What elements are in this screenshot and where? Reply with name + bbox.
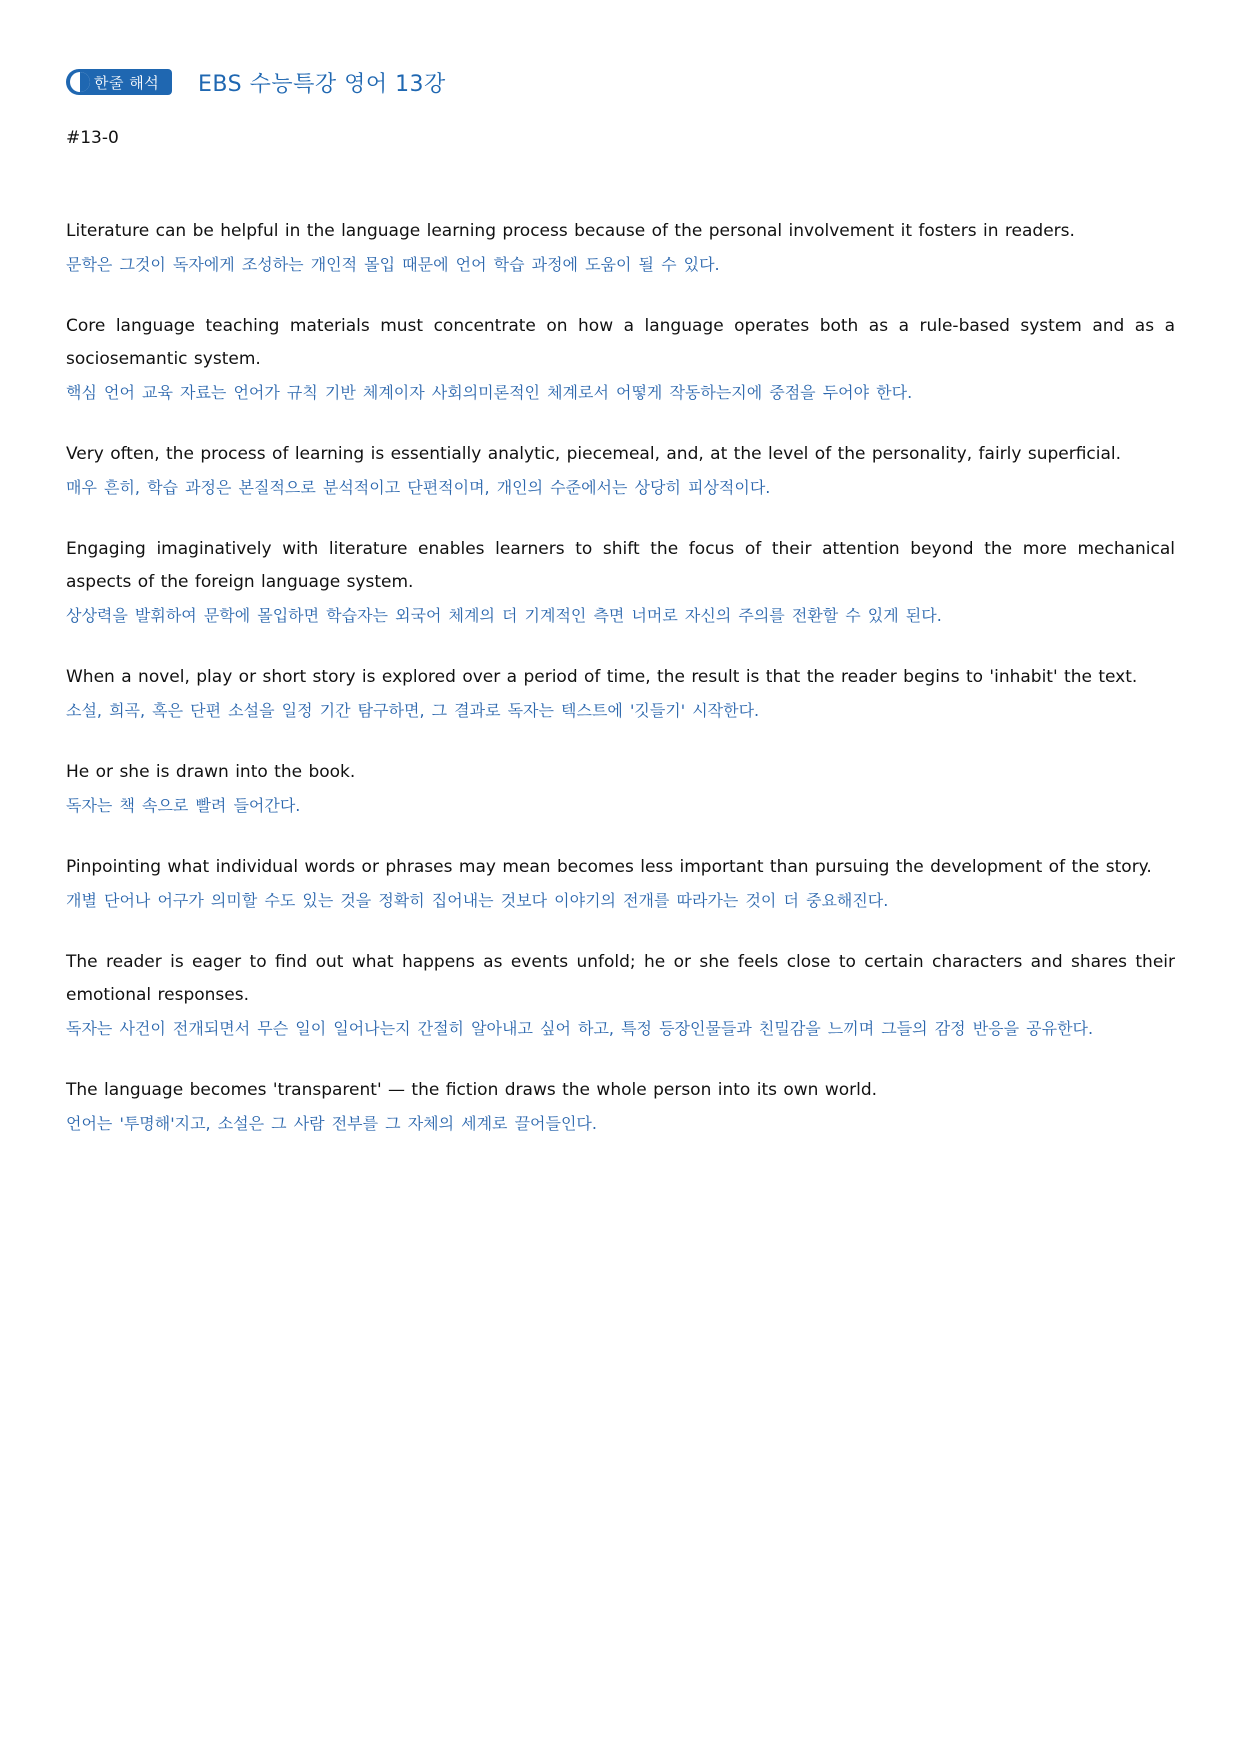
sentence-pair — [66, 661, 1175, 727]
korean-translation: 언어는 '투명해'지고, 소설은 그 사람 전부를 그 자체의 세계로 끌어들인다. — [66, 1114, 597, 1133]
english-sentence: When a novel, play or short story is explored over a period of time, the result is that the reader begins to 'inhabit' the text. — [66, 667, 1138, 687]
sentence-pair — [66, 1074, 1175, 1140]
korean-translation: 상상력을 발휘하여 문학에 몰입하면 학습자는 외국어 체계의 더 기계적인 측면 너머로 자신의 주의를 전환할 수 있게 된다. — [66, 606, 942, 625]
english-sentence: Very often, the process of learning is essentially analytic, piecemeal, and, at the level of the personality, fairly superficial. — [66, 444, 1122, 464]
korean-translation: 문학은 그것이 독자에게 조성하는 개인적 몰입 때문에 언어 학습 과정에 도움이 될 수 있다. — [66, 255, 720, 274]
english-sentence: Engaging imaginatively with literature enables learners to shift the focus of their attention beyond the more mechanical aspects of the foreign language system. — [66, 539, 1175, 592]
english-sentence: The language becomes 'transparent' — the fiction draws the whole person into its own world. — [66, 1080, 878, 1100]
english-sentence: Pinpointing what individual words or phrases may mean becomes less important than pursuing the development of the story. — [66, 857, 1152, 877]
sentence-pair — [66, 533, 1175, 632]
korean-translation: 매우 흔히, 학습 과정은 본질적으로 분석적이고 단편적이며, 개인의 수준에서는 상당히 피상적이다. — [66, 478, 771, 497]
korean-translation: 개별 단어나 어구가 의미할 수도 있는 것을 정확히 집어내는 것보다 이야기의 전개를 따라가는 것이 더 중요해진다. — [66, 891, 889, 910]
korean-translation: 소설, 희곡, 혹은 단편 소설을 일정 기간 탐구하면, 그 결과로 독자는 텍스트에 '깃들기' 시작한다. — [66, 701, 760, 720]
half-circle-icon — [70, 72, 90, 92]
badge-label: 한줄 해석 — [94, 73, 160, 92]
sentence-pair — [66, 310, 1175, 409]
korean-translation: 핵심 언어 교육 자료는 언어가 규칙 기반 체계이자 사회의미론적인 체계로서 어떻게 작동하는지에 중점을 두어야 한다. — [66, 383, 913, 402]
sentence-pair — [66, 215, 1175, 281]
section-badge — [66, 69, 172, 95]
sentence-pair — [66, 851, 1175, 917]
korean-translation: 독자는 책 속으로 빨려 들어간다. — [66, 796, 301, 815]
section-id: #13-0 — [66, 128, 119, 148]
korean-translation: 독자는 사건이 전개되면서 무슨 일이 일어나는지 간절히 알아내고 싶어 하고, 특정 등장인물들과 친밀감을 느끼며 그들의 감정 반응을 공유한다. — [66, 1019, 1094, 1038]
sentence-pair — [66, 946, 1175, 1045]
english-sentence: Core language teaching materials must concentrate on how a language operates both as a rule-based system and as a sociosemantic system. — [66, 316, 1175, 369]
sentence-pair — [66, 438, 1175, 504]
sentence-pair — [66, 756, 1175, 822]
english-sentence: The reader is eager to find out what happens as events unfold; he or she feels close to certain characters and shares their emotional responses. — [66, 952, 1175, 1005]
english-sentence: He or she is drawn into the book. — [66, 762, 356, 782]
page-title: EBS 수능특강 영어 13강 — [198, 71, 446, 97]
sentence-list — [66, 215, 1175, 1169]
english-sentence: Literature can be helpful in the language learning process because of the personal involvement it fosters in readers. — [66, 221, 1075, 241]
document-header — [66, 66, 446, 98]
